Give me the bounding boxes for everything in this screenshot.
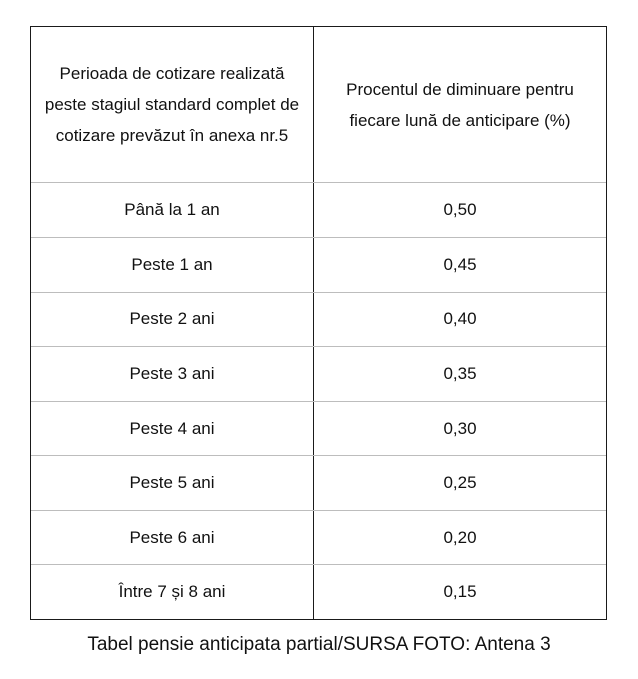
image-caption: Tabel pensie anticipata partial/SURSA FOTO: Antena 3: [87, 634, 551, 655]
table-row: [31, 564, 606, 619]
period-cell: Peste 1 an: [31, 238, 314, 292]
percent-cell: 0,20: [443, 527, 477, 547]
table-header-row: [31, 27, 606, 182]
table-row: [31, 510, 606, 565]
percent-cell: 0,40: [443, 309, 477, 329]
period-cell: Peste 5 ani: [31, 456, 314, 510]
period-cell: Peste 2 ani: [31, 293, 314, 347]
percent-cell: 0,50: [443, 200, 477, 220]
period-cell: Între 7 și 8 ani: [31, 565, 314, 619]
pension-reduction-table: [30, 26, 607, 620]
period-cell: Peste 4 ani: [31, 402, 314, 456]
percent-cell: 0,30: [443, 418, 477, 438]
header-period-cell: Perioada de cotizare realizată peste stagiul standard complet de cotizare prevăzut în anexa nr.5: [31, 27, 314, 182]
table-row: [31, 401, 606, 456]
period-cell: Până la 1 an: [31, 183, 314, 237]
percent-cell: 0,35: [443, 363, 477, 383]
table-row: [31, 346, 606, 401]
period-cell: Peste 6 ani: [31, 511, 314, 565]
percent-cell: 0,15: [443, 582, 477, 602]
table-row: [31, 292, 606, 347]
percent-cell: 0,45: [443, 254, 477, 274]
table-row: [31, 182, 606, 237]
percent-cell: 0,25: [443, 473, 477, 493]
period-cell: Peste 3 ani: [31, 347, 314, 401]
table-row: [31, 455, 606, 510]
header-percent-cell: Procentul de diminuare pentru fiecare lună de anticipare (%): [346, 79, 574, 130]
table-row: [31, 237, 606, 292]
